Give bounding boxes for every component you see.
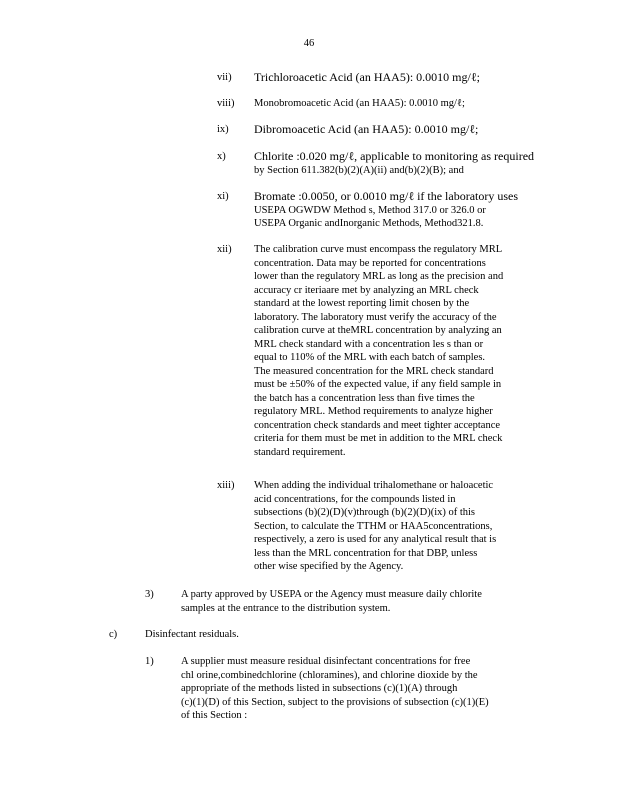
- list-item-text: chl orine,combinedchlorine (chloramines), and chlorine dioxide by the: [181, 669, 478, 681]
- list-item-text: other wise specified by the Agency.: [254, 561, 404, 572]
- list-item-text: of this Section :: [181, 710, 248, 721]
- list-item-text: samples at the entrance to the distribution system.: [181, 602, 391, 614]
- list-item-text: When adding the individual trihalomethane or haloacetic: [254, 480, 494, 491]
- list-item-text: Section, to calculate the TTHM or HAA5concentrations,: [254, 520, 493, 532]
- list-marker: c): [109, 629, 118, 640]
- list-marker: 3): [145, 589, 154, 600]
- list-item-text: equal to 110% of the MRL with each batch of samples.: [254, 352, 486, 363]
- list-item-text: Bromate :0.0050, or 0.0010 mg/ℓ if the laboratory uses: [254, 190, 519, 203]
- list-item-xi: [217, 190, 537, 232]
- page-number: 46: [303, 38, 315, 49]
- list-item-text: Trichloroacetic Acid (an HAA5): 0.0010 mg/ℓ;: [254, 71, 480, 84]
- list-item-text: acid concentrations, for the compounds listed in: [254, 493, 456, 505]
- list-item-text: the batch has a concentration less than five times the: [254, 392, 475, 404]
- list-item-x: [217, 150, 537, 178]
- list-item-viii: [217, 97, 537, 111]
- list-item-text: standard requirement.: [254, 446, 346, 458]
- list-item-text: Monobromoacetic Acid (an HAA5): 0.0010 mg/ℓ;: [254, 98, 465, 109]
- list-item-text: accuracy cr iteriaare met by analyzing an MRL check: [254, 284, 479, 296]
- list-item-text: regulatory MRL. Method requirements to analyze higher: [254, 406, 493, 417]
- list-item-text: A supplier must measure residual disinfectant concentrations for free: [181, 656, 471, 667]
- list-item-text: concentration. Data may be reported for concentrations: [254, 257, 486, 269]
- list-marker: 1): [145, 656, 154, 667]
- list-marker: xiii): [217, 480, 235, 491]
- list-item-text: MRL check standard with a concentration les s than or: [254, 338, 484, 350]
- list-item-text: Dibromoacetic Acid (an HAA5): 0.0010 mg/ℓ;: [254, 123, 479, 136]
- list-marker: xi): [217, 191, 229, 202]
- list-item-xiii: [217, 479, 537, 575]
- list-item-text: less than the MRL concentration for that DBP, unless: [254, 547, 478, 559]
- list-marker: viii): [217, 98, 235, 109]
- list-item-text: (c)(1)(D) of this Section, subject to the provisions of subsection (c)(1)(E): [181, 696, 489, 708]
- list-item-3: [145, 588, 537, 616]
- section-heading: Disinfectant residuals.: [145, 629, 239, 640]
- list-item-xii: [217, 243, 537, 463]
- list-item-text: lower than the regulatory MRL as long as the precision and: [254, 271, 504, 282]
- list-item-c1: [145, 655, 537, 725]
- list-item-ix: [217, 123, 537, 137]
- list-item-text: must be ±50% of the expected value, if any field sample in: [254, 379, 502, 390]
- list-item-text: by Section 611.382(b)(2)(A)(ii) and(b)(2)(B); and: [254, 164, 464, 176]
- list-item-text: laboratory. The laboratory must verify the accuracy of the: [254, 311, 497, 323]
- list-item-text: calibration curve at theMRL concentration by analyzing an: [254, 325, 502, 336]
- list-item-text: The measured concentration for the MRL check standard: [254, 365, 494, 377]
- list-item-text: criteria for them must be met in addition to the MRL check: [254, 433, 503, 444]
- list-marker: xii): [217, 244, 232, 255]
- list-item-text: standard at the lowest reporting limit chosen by the: [254, 298, 470, 309]
- list-item-text: USEPA OGWDW Method s, Method 317.0 or 326.0 or: [254, 204, 486, 216]
- subsection-c: [109, 628, 539, 642]
- list-item-text: appropriate of the methods listed in subsections (c)(1)(A) through: [181, 683, 458, 694]
- list-marker: vii): [217, 72, 232, 83]
- list-item-text: subsections (b)(2)(D)(v)through (b)(2)(D)(ix) of this: [254, 507, 476, 518]
- list-marker: ix): [217, 124, 229, 135]
- list-item-text: Chlorite :0.020 mg/ℓ, applicable to monitoring as required: [254, 150, 535, 163]
- list-item-text: USEPA Organic andInorganic Methods, Method321.8.: [254, 218, 484, 229]
- list-item-vii: [217, 71, 537, 85]
- list-item-text: respectively, a zero is used for any analytical result that is: [254, 534, 497, 545]
- list-item-text: The calibration curve must encompass the regulatory MRL: [254, 244, 503, 255]
- list-item-text: A party approved by USEPA or the Agency must measure daily chlorite: [181, 589, 482, 600]
- list-item-text: concentration check standards and meet tighter acceptance: [254, 419, 501, 431]
- list-marker: x): [217, 151, 226, 162]
